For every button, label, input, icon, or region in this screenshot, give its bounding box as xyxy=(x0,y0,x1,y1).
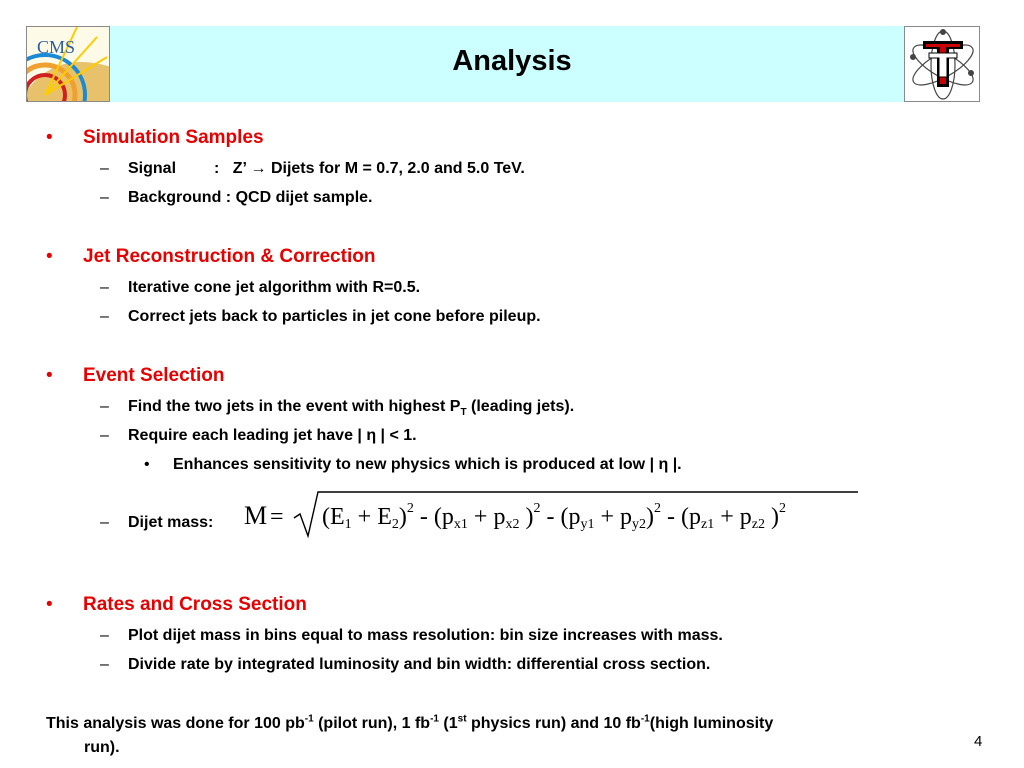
arrow-icon: → xyxy=(250,160,267,177)
heading-text: Rates and Cross Section xyxy=(83,594,307,615)
heading-text: Jet Reconstruction & Correction xyxy=(83,246,376,267)
signal-zprime: Z’ xyxy=(232,160,247,177)
eq-pz2: p xyxy=(739,504,752,530)
dash: – xyxy=(100,279,109,296)
item-text: Require each leading jet have | η | < 1. xyxy=(128,427,417,444)
eq-E2: E xyxy=(377,504,392,530)
footer-note: This analysis was done for 100 $pb^{-1}$ (pilot run), 1 $fb^{-1}$ (1st physics run) and 10 $fb^{-1}(high$ luminosity run). xyxy=(46,712,976,760)
dijet-mass-equation xyxy=(240,490,860,540)
eq-py2: p xyxy=(619,504,632,530)
item-text: Background : QCD dijet sample. xyxy=(128,189,373,206)
footer-line2: run). xyxy=(84,739,120,756)
dash: – xyxy=(100,427,109,444)
item-text: Divide rate by integrated luminosity and bin width: differential cross section. xyxy=(128,656,711,673)
item-text: Iterative cone jet algorithm with R=0.5. xyxy=(128,279,421,296)
bullet: • xyxy=(46,594,53,615)
dash: – xyxy=(100,398,109,415)
bullet: • xyxy=(46,246,53,267)
dash: – xyxy=(100,656,109,673)
heading-text: Event Selection xyxy=(83,365,225,386)
item-text-pre: Find the two jets in the event with highest P xyxy=(128,398,461,415)
pt-subscript: T xyxy=(460,407,467,419)
eq-lhs: M xyxy=(244,501,268,530)
texas-tech-logo xyxy=(904,26,980,102)
page-number: 4 xyxy=(974,733,983,750)
eq-E1: E xyxy=(330,504,345,530)
eq-equals: = xyxy=(270,504,284,530)
signal-text: Dijets for M = 0.7, 2.0 and 5.0 TeV. xyxy=(270,160,525,177)
heading-text: Simulation Samples xyxy=(83,127,264,148)
item-text: Correct jets back to particles in jet cone before pileup. xyxy=(128,308,541,325)
eq-px2: p xyxy=(493,504,506,530)
eq-py1: p xyxy=(568,504,581,530)
bullet: • xyxy=(144,456,150,473)
cms-logo xyxy=(26,26,110,102)
eq-px1: p xyxy=(441,504,454,530)
bullet: • xyxy=(46,127,53,148)
signal-sep: : xyxy=(214,160,220,177)
eq-pz1: p xyxy=(688,504,701,530)
dash: – xyxy=(100,308,109,325)
dash: – xyxy=(100,627,109,644)
bullet: • xyxy=(46,365,53,386)
signal-label: Signal xyxy=(128,160,177,177)
svg-text:(E1 + E2)2 - (px1 + px2 )2 - (: $(E1 + E2)^2 - (px1 + px2$ )$^2 - (py1 + py2)^2 - (pz1 + pz2$ )$^2$ xyxy=(322,501,786,532)
item-text: Enhances sensitivity to new physics which is produced at low | η |. xyxy=(173,456,682,473)
slide-title: Analysis xyxy=(452,45,572,77)
cms-logo-text: CMS xyxy=(37,37,76,57)
dash: – xyxy=(100,189,109,206)
dash: – xyxy=(100,160,109,177)
dash: – xyxy=(100,514,109,531)
item-text: Plot dijet mass in bins equal to mass resolution: bin size increases with mass. xyxy=(128,627,723,644)
item-text-post: (leading jets). xyxy=(466,398,575,415)
item-text: Dijet mass: xyxy=(128,514,214,531)
